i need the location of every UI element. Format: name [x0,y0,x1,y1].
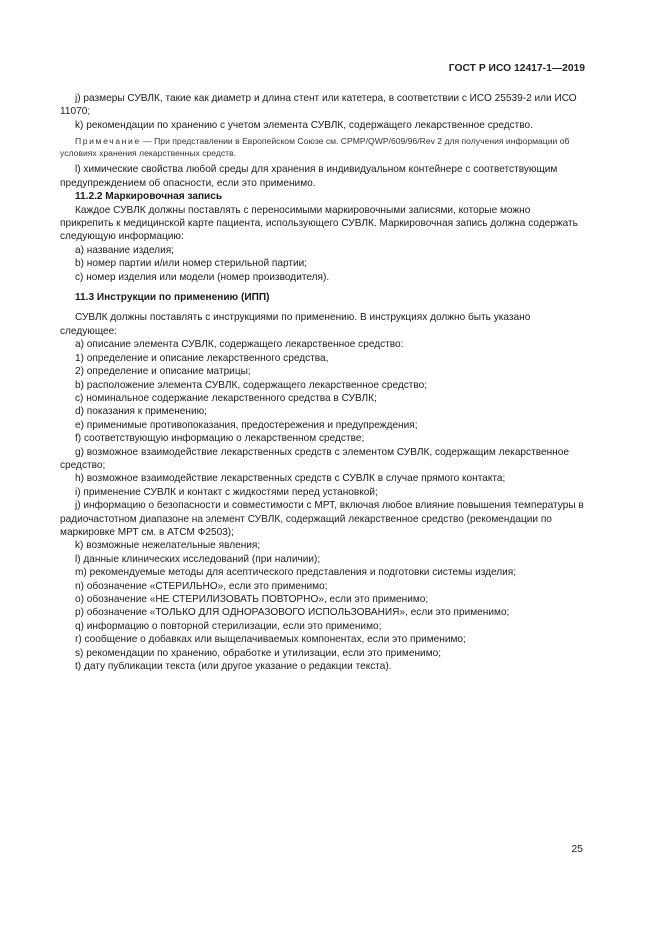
document-header: ГОСТ Р ИСО 12417-1—2019 [448,63,585,74]
list-item-ifu-n: n) обозначение «СТЕРИЛЬНО», если это применимо; [75,580,328,592]
list-item-j-size: j) размеры СУВЛК, такие как диаметр и длина стент или катетера, в соответствии с ИСО 25539-2 или ИСО 11070; [60,93,577,118]
list-item-ifu-j: j) информацию о безопасности и совместимости с МРТ, включая любое влияние повышения температуры в радиочастотном диапазоне на элемент СУВЛК, содержащий лекарственное средство (рекомендации по маркировке МРТ см. в АТСМ Ф2503); [60,500,584,538]
note-paragraph [60,136,584,159]
list-item-ifu-m: m) рекомендуемые методы для асептического представления и подготовки системы изделия; [75,567,517,579]
list-item-ifu-a: a) описание элемента СУВЛК, содержащего лекарственное средство: [75,339,404,351]
list-item-k-storage: k) рекомендации по хранению с учетом элемента СУВЛК, содержащего лекарственное средство. [75,119,533,131]
list-item-ifu-e: e) применимые противопоказания, предостережения и предупреждения; [75,419,418,431]
list-item-ifu-g: g) возможное взаимодействие лекарственных средств с элементом СУВЛК, содержащим лекарственное средство; [60,446,569,471]
list-item-ifu-q: q) информацию о повторной стерилизации, если это применимо; [75,620,382,632]
paragraph-11-2-2: Каждое СУВЛК должны поставлять с переносимыми маркировочными записями, которые можно прикрепить к медицинской карте пациента, использующего СУВЛК. Маркировочная запись должна содержать следующую информацию: [60,204,578,243]
list-item-ifu-s: s) рекомендации по хранению, обработке и утилизации, если это применимо; [75,647,442,659]
paragraph-11-3: СУВЛК должны поставлять с инструкциями по применению. В инструкциях должно быть указано следующее: [60,312,531,337]
section-heading-11-2-2: 11.2.2 Маркировочная запись [75,191,223,203]
list-item-ifu-l: l) данные клинических исследований (при наличии); [75,553,321,565]
list-item-ifu-b: b) расположение элемента СУВЛК, содержащего лекарственное средство; [75,379,428,391]
list-item-marking-c: c) номер изделия или модели (номер производителя). [75,271,330,283]
list-item-ifu-d: d) показания к применению; [75,406,207,418]
list-item-ifu-h: h) возможное взаимодействие лекарственных средств с СУВЛК в случае прямого контакта; [75,473,506,485]
section-heading-11-3: 11.3 Инструкции по применению (ИПП) [75,292,270,304]
page-number: 25 [571,843,583,855]
list-item-ifu-o: o) обозначение «НЕ СТЕРИЛИЗОВАТЬ ПОВТОРНО», если это применимо; [75,594,429,605]
list-item-ifu-t: t) дату публикации текста (или другое указание о редакции текста). [75,661,392,673]
list-item-marking-b: b) номер партии и/или номер стерильной партии; [75,258,308,270]
list-item-ifu-f: f) соответствующую информацию о лекарственном средстве; [75,433,365,445]
note-label: Примечание [75,136,141,147]
list-item-marking-a: a) название изделия; [75,244,174,256]
document-body [60,92,584,673]
list-item-l-chem: l) химические свойства любой среды для хранения в индивидуальном контейнере с соответствующим предупреждением об опасности, если это применимо. [60,164,558,189]
list-item-ifu-p: p) обозначение «ТОЛЬКО ДЛЯ ОДНОРАЗОВОГО ИСПОЛЬЗОВАНИЯ», если это применимо; [75,607,510,619]
list-item-ifu-1: 1) определение и описание лекарственного средства, [75,352,329,364]
list-item-ifu-k: k) возможные нежелательные явления; [75,540,261,552]
list-item-ifu-c: c) номинальное содержание лекарственного средства в СУВЛК; [75,392,377,404]
list-item-ifu-i: i) применение СУВЛК и контакт с жидкостями перед установкой; [75,486,378,498]
list-item-ifu-2: 2) определение и описание матрицы; [75,366,251,378]
note-text: — При представлении в Европейском Союзе см. CPMP/QWP/609/96/Rev 2 для получения информации об условиях хранения лекарственных средств. [60,136,570,158]
list-item-ifu-r: r) сообщение о добавках или выщелачиваемых компонентах, если это применимо; [75,634,466,646]
